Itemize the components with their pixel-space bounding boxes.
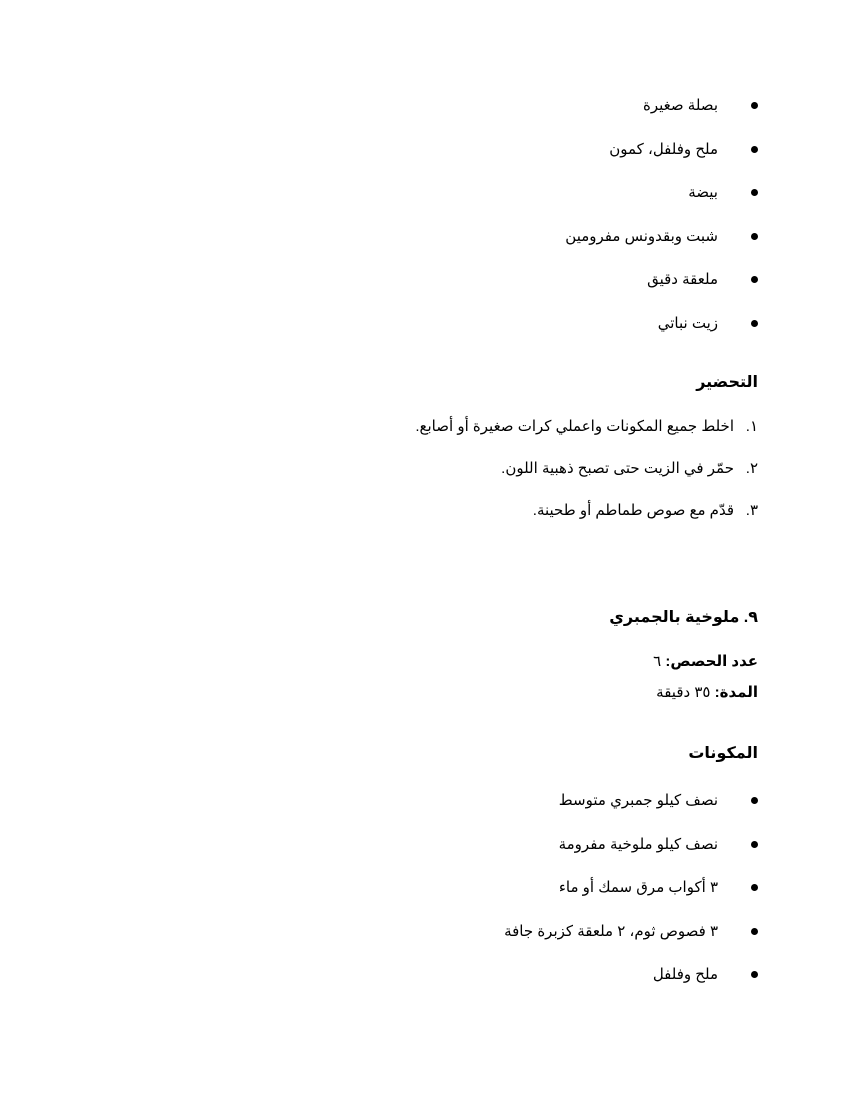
list-item xyxy=(80,227,758,271)
ingredients-list-top xyxy=(80,96,758,357)
bullet-icon xyxy=(751,797,758,804)
step-number: ٣. xyxy=(745,502,758,519)
list-item xyxy=(80,183,758,227)
list-item xyxy=(80,835,758,879)
bullet-icon xyxy=(751,971,758,978)
list-item-text: ٣ أكواب مرق سمك أو ماء xyxy=(558,879,718,896)
duration-value: ٣٥ دقيقة xyxy=(656,684,711,701)
bullet-icon xyxy=(751,146,758,153)
step-number: ١. xyxy=(745,418,758,435)
duration-line xyxy=(80,683,758,714)
step-number: ٢. xyxy=(745,460,758,477)
list-item xyxy=(80,965,758,1009)
bullet-icon xyxy=(751,102,758,109)
recipe-title: ٩. ملوخية بالجمبري xyxy=(609,609,758,626)
list-item-text: نصف كيلو ملوخية مفرومة xyxy=(558,835,718,853)
servings-value: ٦ xyxy=(653,653,662,670)
preparation-steps-list xyxy=(80,417,758,543)
recipe-meta-section xyxy=(80,652,758,714)
list-item xyxy=(80,140,758,184)
servings-label: عدد الحصص: xyxy=(665,653,758,670)
preparation-heading: التحضير xyxy=(696,374,758,391)
list-item-text: ملح وفلفل xyxy=(652,966,718,983)
list-item-text: ملح وفلفل، كمون xyxy=(609,140,718,158)
preparation-steps-section xyxy=(80,417,758,543)
recipe-title-section xyxy=(80,607,758,629)
bullet-icon xyxy=(751,884,758,891)
step-item xyxy=(80,501,758,543)
list-item xyxy=(80,922,758,966)
duration-label: المدة: xyxy=(714,684,758,701)
list-item xyxy=(80,314,758,358)
ingredients-heading: المكونات xyxy=(688,745,758,762)
bullet-icon xyxy=(751,233,758,240)
bullet-icon xyxy=(751,276,758,283)
list-item-text: بصلة صغيرة xyxy=(643,97,718,114)
preparation-heading-section xyxy=(80,372,758,394)
bullet-icon xyxy=(751,189,758,196)
bullet-icon xyxy=(751,928,758,935)
step-text: اخلط جميع المكونات واعملي كرات صغيرة أو أصابع. xyxy=(415,418,734,435)
list-item-text: ملعقة دقيق xyxy=(647,271,718,288)
step-item xyxy=(80,459,758,501)
recipe-ingredients-list xyxy=(80,791,758,1009)
list-item xyxy=(80,270,758,314)
list-item-text: ٣ فصوص ثوم، ٢ ملعقة كزبرة جافة xyxy=(504,922,718,940)
ingredients-heading-section xyxy=(80,743,758,765)
list-item xyxy=(80,878,758,922)
list-item-text: بيضة xyxy=(688,184,718,201)
servings-line xyxy=(80,652,758,683)
recipe-ingredients-section xyxy=(80,791,758,1009)
step-text: حمّر في الزيت حتى تصبح ذهبية اللون. xyxy=(501,460,734,477)
list-item xyxy=(80,96,758,140)
step-text: قدّم مع صوص طماطم أو طحينة. xyxy=(532,502,734,519)
bullet-icon xyxy=(751,841,758,848)
list-item-text: زيت نباتي xyxy=(657,314,718,332)
ingredients-list-top-section xyxy=(80,96,758,357)
step-item xyxy=(80,417,758,459)
bullet-icon xyxy=(751,320,758,327)
list-item-text: نصف كيلو جمبري متوسط xyxy=(558,792,718,809)
list-item-text: شبت وبقدونس مفرومين xyxy=(565,227,718,245)
list-item xyxy=(80,791,758,835)
